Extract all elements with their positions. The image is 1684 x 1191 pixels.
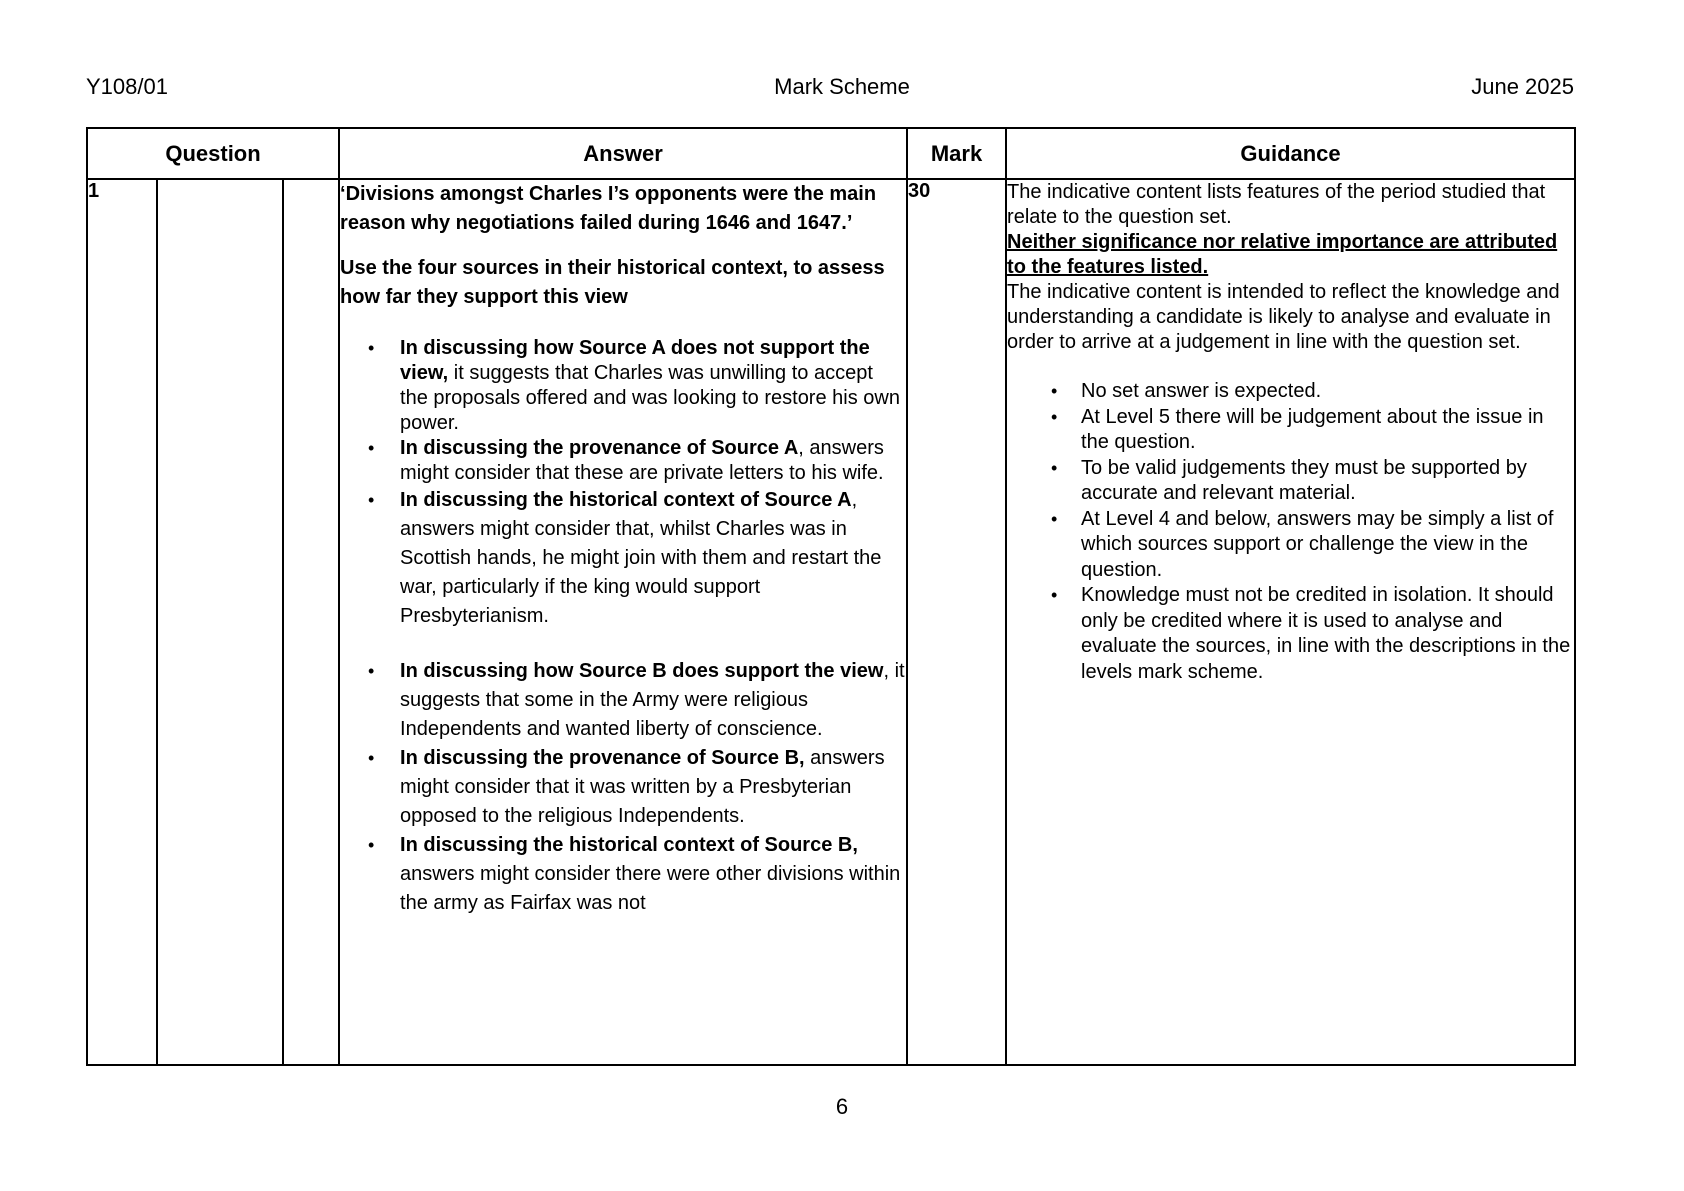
answer-bullet-text: answers might consider there were other divisions within the army as Fairfax was not [400,863,901,914]
mark-value: 30 [907,179,1006,1065]
answer-bullet-text: , answers might consider that these are private letters to his wife. [400,437,884,484]
guidance-bullet: • No set answer is expected. [1081,379,1574,405]
page-number: 6 [835,1094,849,1119]
column-header-guidance: Guidance [1006,128,1575,179]
column-header-question: Question [87,128,339,179]
answer-bullet-lead: In discussing the historical context of Source A [400,489,852,511]
question-number: 1 [87,179,157,1065]
answer-bullet-lead: In discussing the historical context of Source B, [400,834,858,856]
question-part-cell [283,179,339,1065]
question-quote: ‘Divisions amongst Charles I’s opponents were the main reason why negotiations failed during 1646 and 1647.’ [340,183,877,234]
guidance-bullet: • At Level 4 and below, answers may be simply a list of which sources support or challenge the view in the question. [1081,507,1574,584]
document-title: Mark Scheme [774,74,910,99]
answer-bullet [400,436,906,486]
question-sub-cell [157,179,283,1065]
table-header-row [87,128,1575,179]
answer-bullet [400,744,906,831]
guidance-body: The indicative content is intended to reflect the knowledge and understanding a candidate is likely to analyse and evaluate in order to arrive at a judgement in line with the question set. [1007,281,1560,353]
answer-bullet [400,336,906,436]
bullet-spacer [400,631,906,657]
document-code: Y108/01 [86,74,168,99]
answer-bullet [400,486,906,631]
column-header-answer: Answer [339,128,907,179]
answer-bullet-text: it suggests that Charles was unwilling to accept the proposals offered and was looking to restore his own power. [400,362,900,434]
table-row [87,179,1575,1065]
answer-bullet-lead: In discussing how Source A does not support the view, [400,337,870,384]
guidance-bullet: • Knowledge must not be credited in isolation. It should only be credited where it is used to analyse and evaluate the sources, in line with the descriptions in the levels mark scheme. [1081,583,1574,685]
answer-bullet [400,657,906,744]
guidance-intro: The indicative content lists features of the period studied that relate to the question set. [1007,181,1546,228]
answer-bullet-list [340,336,906,918]
answer-bullet-lead: In discussing the provenance of Source A [400,437,799,459]
document-date: June 2025 [1471,74,1574,99]
answer-bullet-text: , it suggests that some in the Army were religious Independents and wanted liberty of conscience. [400,660,905,740]
guidance-bullet-list [1007,379,1574,685]
answer-bullet-lead: In discussing the provenance of Source B, [400,747,805,769]
answer-bullet-text: answers might consider that it was written by a Presbyterian opposed to the religious Independents. [400,747,885,827]
guidance-bullet: • To be valid judgements they must be supported by accurate and relevant material. [1081,456,1574,507]
column-header-mark: Mark [907,128,1006,179]
answer-bullet-text: , answers might consider that, whilst Charles was in Scottish hands, he might join with them and restart the war, particularly if the king would support Presbyterianism. [400,489,882,627]
mark-scheme-table [86,127,1576,1066]
answer-bullet-lead: In discussing how Source B does support the view [400,660,884,682]
guidance-cell [1006,179,1575,1065]
guidance-bullet: • At Level 5 there will be judgement about the issue in the question. [1081,405,1574,456]
answer-bullet [400,831,906,918]
guidance-emphasis: Neither significance nor relative importance are attributed to the features listed. [1007,231,1558,278]
question-instruction: Use the four sources in their historical context, to assess how far they support this view [340,257,885,308]
answer-cell [339,179,907,1065]
